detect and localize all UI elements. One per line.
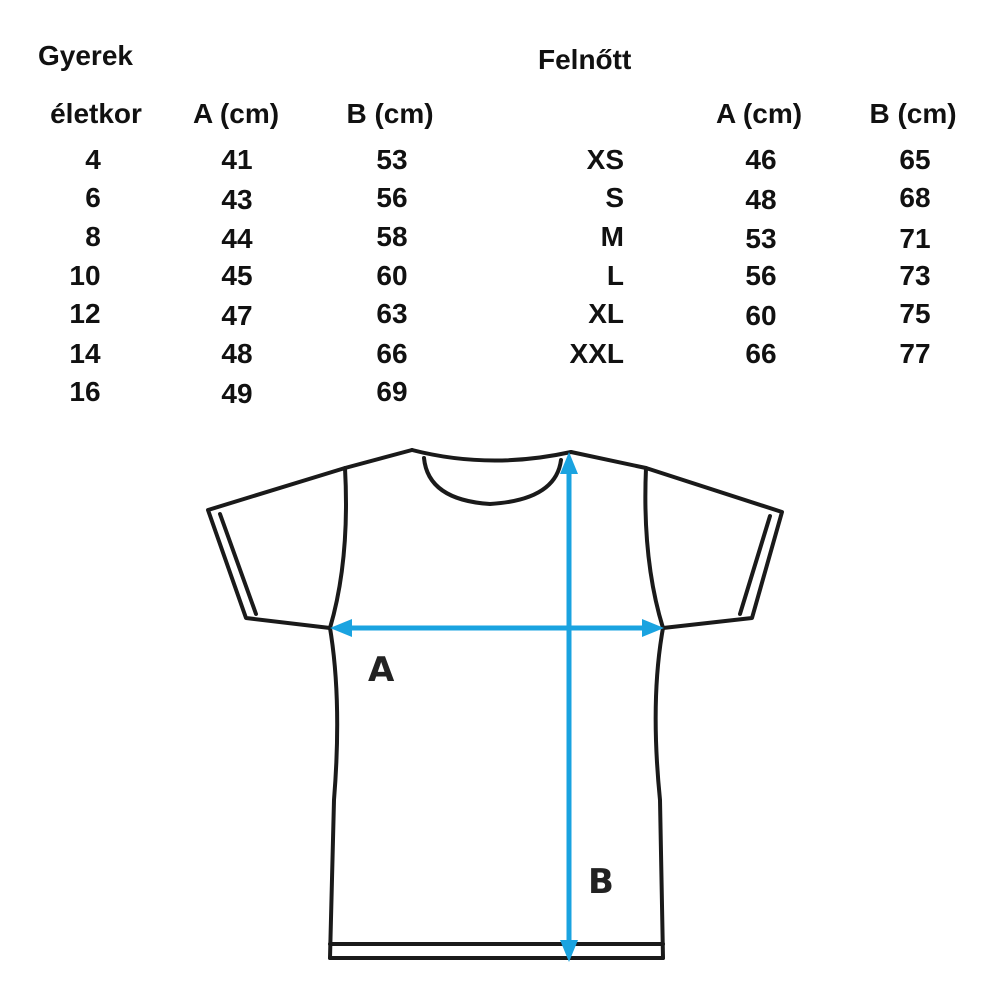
child-table-title: Gyerek (38, 40, 133, 71)
adult-row-b: 75 (899, 298, 931, 329)
adult-row-b: 65 (899, 144, 931, 175)
tshirt-outline (208, 450, 782, 958)
left-shoulder (345, 450, 412, 468)
adult-row-b: 77 (899, 338, 931, 369)
child-row-a: 48 (221, 338, 253, 369)
adult-row-a: 66 (745, 338, 777, 369)
child-row-a: 44 (221, 223, 253, 254)
left-sleeve (208, 468, 346, 628)
child-header-a: A (cm) (192, 98, 280, 129)
child-header-b: B (cm) (346, 98, 434, 129)
adult-row-a: 48 (745, 184, 777, 215)
arrow-b (560, 452, 578, 962)
child-row-b: 60 (376, 260, 408, 291)
adult-row-a: 56 (745, 260, 777, 291)
child-row-a: 41 (221, 144, 253, 175)
child-row-a: 49 (221, 378, 253, 409)
right-shoulder (571, 452, 646, 468)
child-row-age: 10 (69, 260, 101, 291)
child-row-age: 4 (85, 144, 101, 175)
adult-row-a: 53 (745, 223, 777, 254)
adult-row-b: 71 (899, 223, 931, 254)
adult-header-b: B (cm) (869, 98, 957, 129)
adult-header-a: A (cm) (715, 98, 803, 129)
arrow-a (330, 619, 664, 637)
right-side (656, 628, 663, 958)
child-row-a: 43 (221, 184, 253, 215)
collar-inner (424, 458, 561, 504)
adult-row-a: 60 (745, 300, 777, 331)
adult-row-a: 46 (745, 144, 777, 175)
dimension-label-b: B (588, 862, 614, 902)
child-row-age: 8 (85, 221, 101, 252)
adult-row-size: XXL (569, 338, 624, 369)
child-row-a: 47 (221, 300, 253, 331)
child-row-age: 12 (69, 298, 101, 329)
child-row-b: 63 (376, 298, 408, 329)
child-row-b: 58 (376, 221, 408, 252)
adult-row-size: M (600, 221, 624, 252)
child-row-a: 45 (221, 260, 253, 291)
adult-table-title: Felnőtt (538, 44, 632, 75)
child-row-b: 53 (376, 144, 408, 175)
child-row-age: 16 (69, 376, 101, 407)
adult-row-size: XS (586, 144, 624, 175)
collar-top (412, 450, 571, 461)
child-header-age: életkor (50, 98, 142, 129)
child-row-age: 6 (85, 182, 101, 213)
adult-row-size: S (605, 182, 624, 213)
dimension-label-a: A (368, 650, 395, 690)
child-row-b: 56 (376, 182, 408, 213)
adult-row-size: XL (588, 298, 624, 329)
adult-row-size: L (606, 260, 624, 291)
child-row-age: 14 (69, 338, 101, 369)
child-row-b: 69 (376, 376, 408, 407)
child-row-b: 66 (376, 338, 408, 369)
adult-row-b: 68 (899, 182, 931, 213)
adult-row-b: 73 (899, 260, 931, 291)
left-side (330, 628, 337, 958)
